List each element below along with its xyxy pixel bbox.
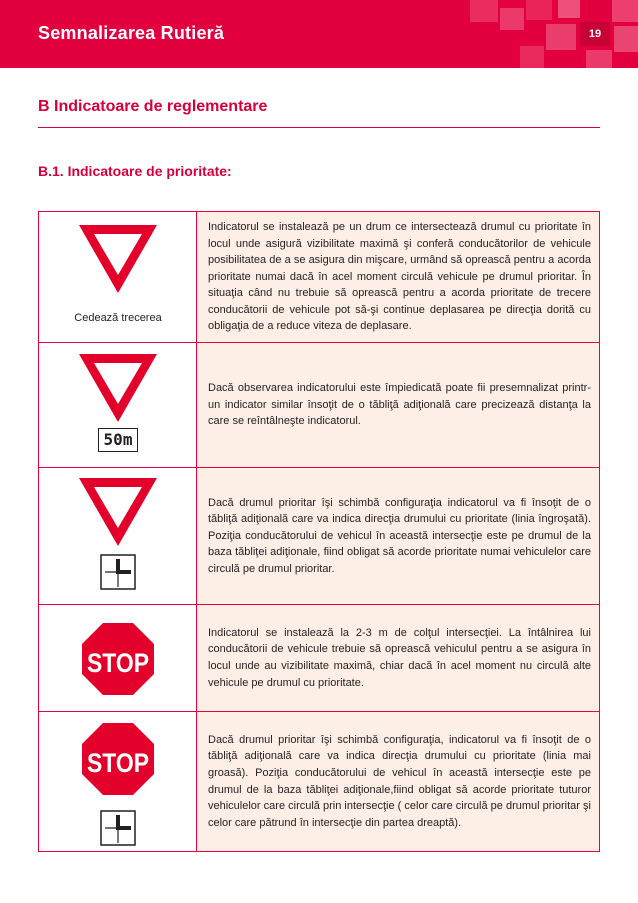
table-row — [39, 712, 599, 851]
yield-sign-icon — [77, 476, 159, 548]
sign-description: Indicatorul se instalează pe un drum ce intersectează drumul cu prioritate în locul unde asigură vizibilitate maximă şi conferă conducătorilor de vehicule posibilitatea de a se asigura din mişcare, urmând să oprească pentru a acorda prioritate numai dacă în acel moment circulă vehicule pe drumul prioritar. În situaţia când nu trebuie să oprească pentru a acorda prioritate de trecere conducătorii de vehicule pot să-şi continue deplasarea pe direcţia dorită cu obligaţia de a reduce viteza de deplasare. — [208, 220, 591, 333]
decorative-square — [586, 50, 612, 68]
header-title: Semnalizarea Rutieră — [38, 23, 225, 43]
subsection-title: B.1. Indicatoare de prioritate: — [38, 163, 232, 179]
decorative-square — [558, 0, 580, 18]
direction-plate-icon — [100, 810, 136, 846]
decorative-square — [500, 8, 524, 30]
sign-description: Indicatorul se instalează la 2-3 m de colţul intersecţiei. La întâlnirea lui conducătorii de vehicule trebuie să oprească vehiculul pentru a se asigura în locul unde au vizibilitate maximă, chiar dacă în acel moment nu circulă alte vehicule pe drumul cu prioritate. — [208, 626, 591, 689]
distance-plate-text: 50m — [103, 430, 133, 449]
page-number: 19 — [580, 22, 610, 46]
sign-cell — [39, 712, 197, 851]
stop-sign-icon — [79, 620, 157, 698]
decorative-square — [614, 26, 638, 52]
section-title: B Indicatoare de reglementare — [38, 98, 268, 115]
section-divider — [38, 127, 600, 128]
stop-sign-text: STOP — [87, 648, 149, 678]
sign-cell — [39, 605, 197, 711]
description-cell — [197, 468, 599, 604]
description-cell — [197, 605, 599, 711]
decorative-square — [526, 0, 552, 20]
yield-sign-icon — [77, 223, 159, 295]
page-header — [0, 0, 638, 68]
table-row — [39, 468, 599, 605]
sign-description: Dacă drumul prioritar îşi schimbă configuraţia, indicatorul va fi însoţit de o tăbliţă adiţională care va indica direcţia drumului cu prioritate (linia mai groasă). Poziţia conducătorului de vehicul în această intersecţie este pe drumul de la baza tăbliţei adiţionale,fiind obligat să acorde prioritate tuturor vehiculelor care circulă prin intersecţie ( celor care circulă pe drumul prioritar şi celor care pătrund în intersecţie din partea dreaptă). — [208, 733, 591, 829]
direction-plate-icon — [100, 554, 136, 590]
table-row — [39, 605, 599, 712]
yield-sign-icon — [77, 352, 159, 424]
signs-table — [38, 211, 600, 852]
decorative-square — [470, 0, 498, 22]
sign-cell — [39, 343, 197, 467]
table-row — [39, 343, 599, 468]
description-cell — [197, 712, 599, 851]
sign-description: Dacă observarea indicatorului este împiedicată poate fii presemnalizat printr-un indicator similar însoţit de o tăbliţă adiţională care precizează distanţa la care se reîntâlneşte indicatorul. — [208, 382, 591, 428]
sign-cell — [39, 212, 197, 342]
stop-sign-text: STOP — [87, 748, 149, 778]
sign-cell — [39, 468, 197, 604]
description-cell — [197, 343, 599, 467]
decorative-square — [612, 0, 638, 22]
table-row — [39, 212, 599, 343]
sign-description: Dacă drumul prioritar îşi schimbă configuraţia indicatorul va fi însoţit de o tăbliţă adiţională care va indica direcţia drumului cu prioritate (linia îngroşată). Poziţia conducătorului de vehicul în această intersecţie este pe drumul de la baza tăbliţei adiţionale, fiind obligat să acorde prioritate numai vehiculelor care circulă pe drumul prioritar. — [208, 496, 591, 575]
description-cell — [197, 212, 599, 342]
sign-caption: Cedează trecerea — [74, 312, 162, 324]
decorative-square — [546, 24, 576, 50]
stop-sign-icon — [79, 720, 157, 798]
distance-plate — [98, 428, 138, 452]
decorative-square — [520, 46, 544, 68]
